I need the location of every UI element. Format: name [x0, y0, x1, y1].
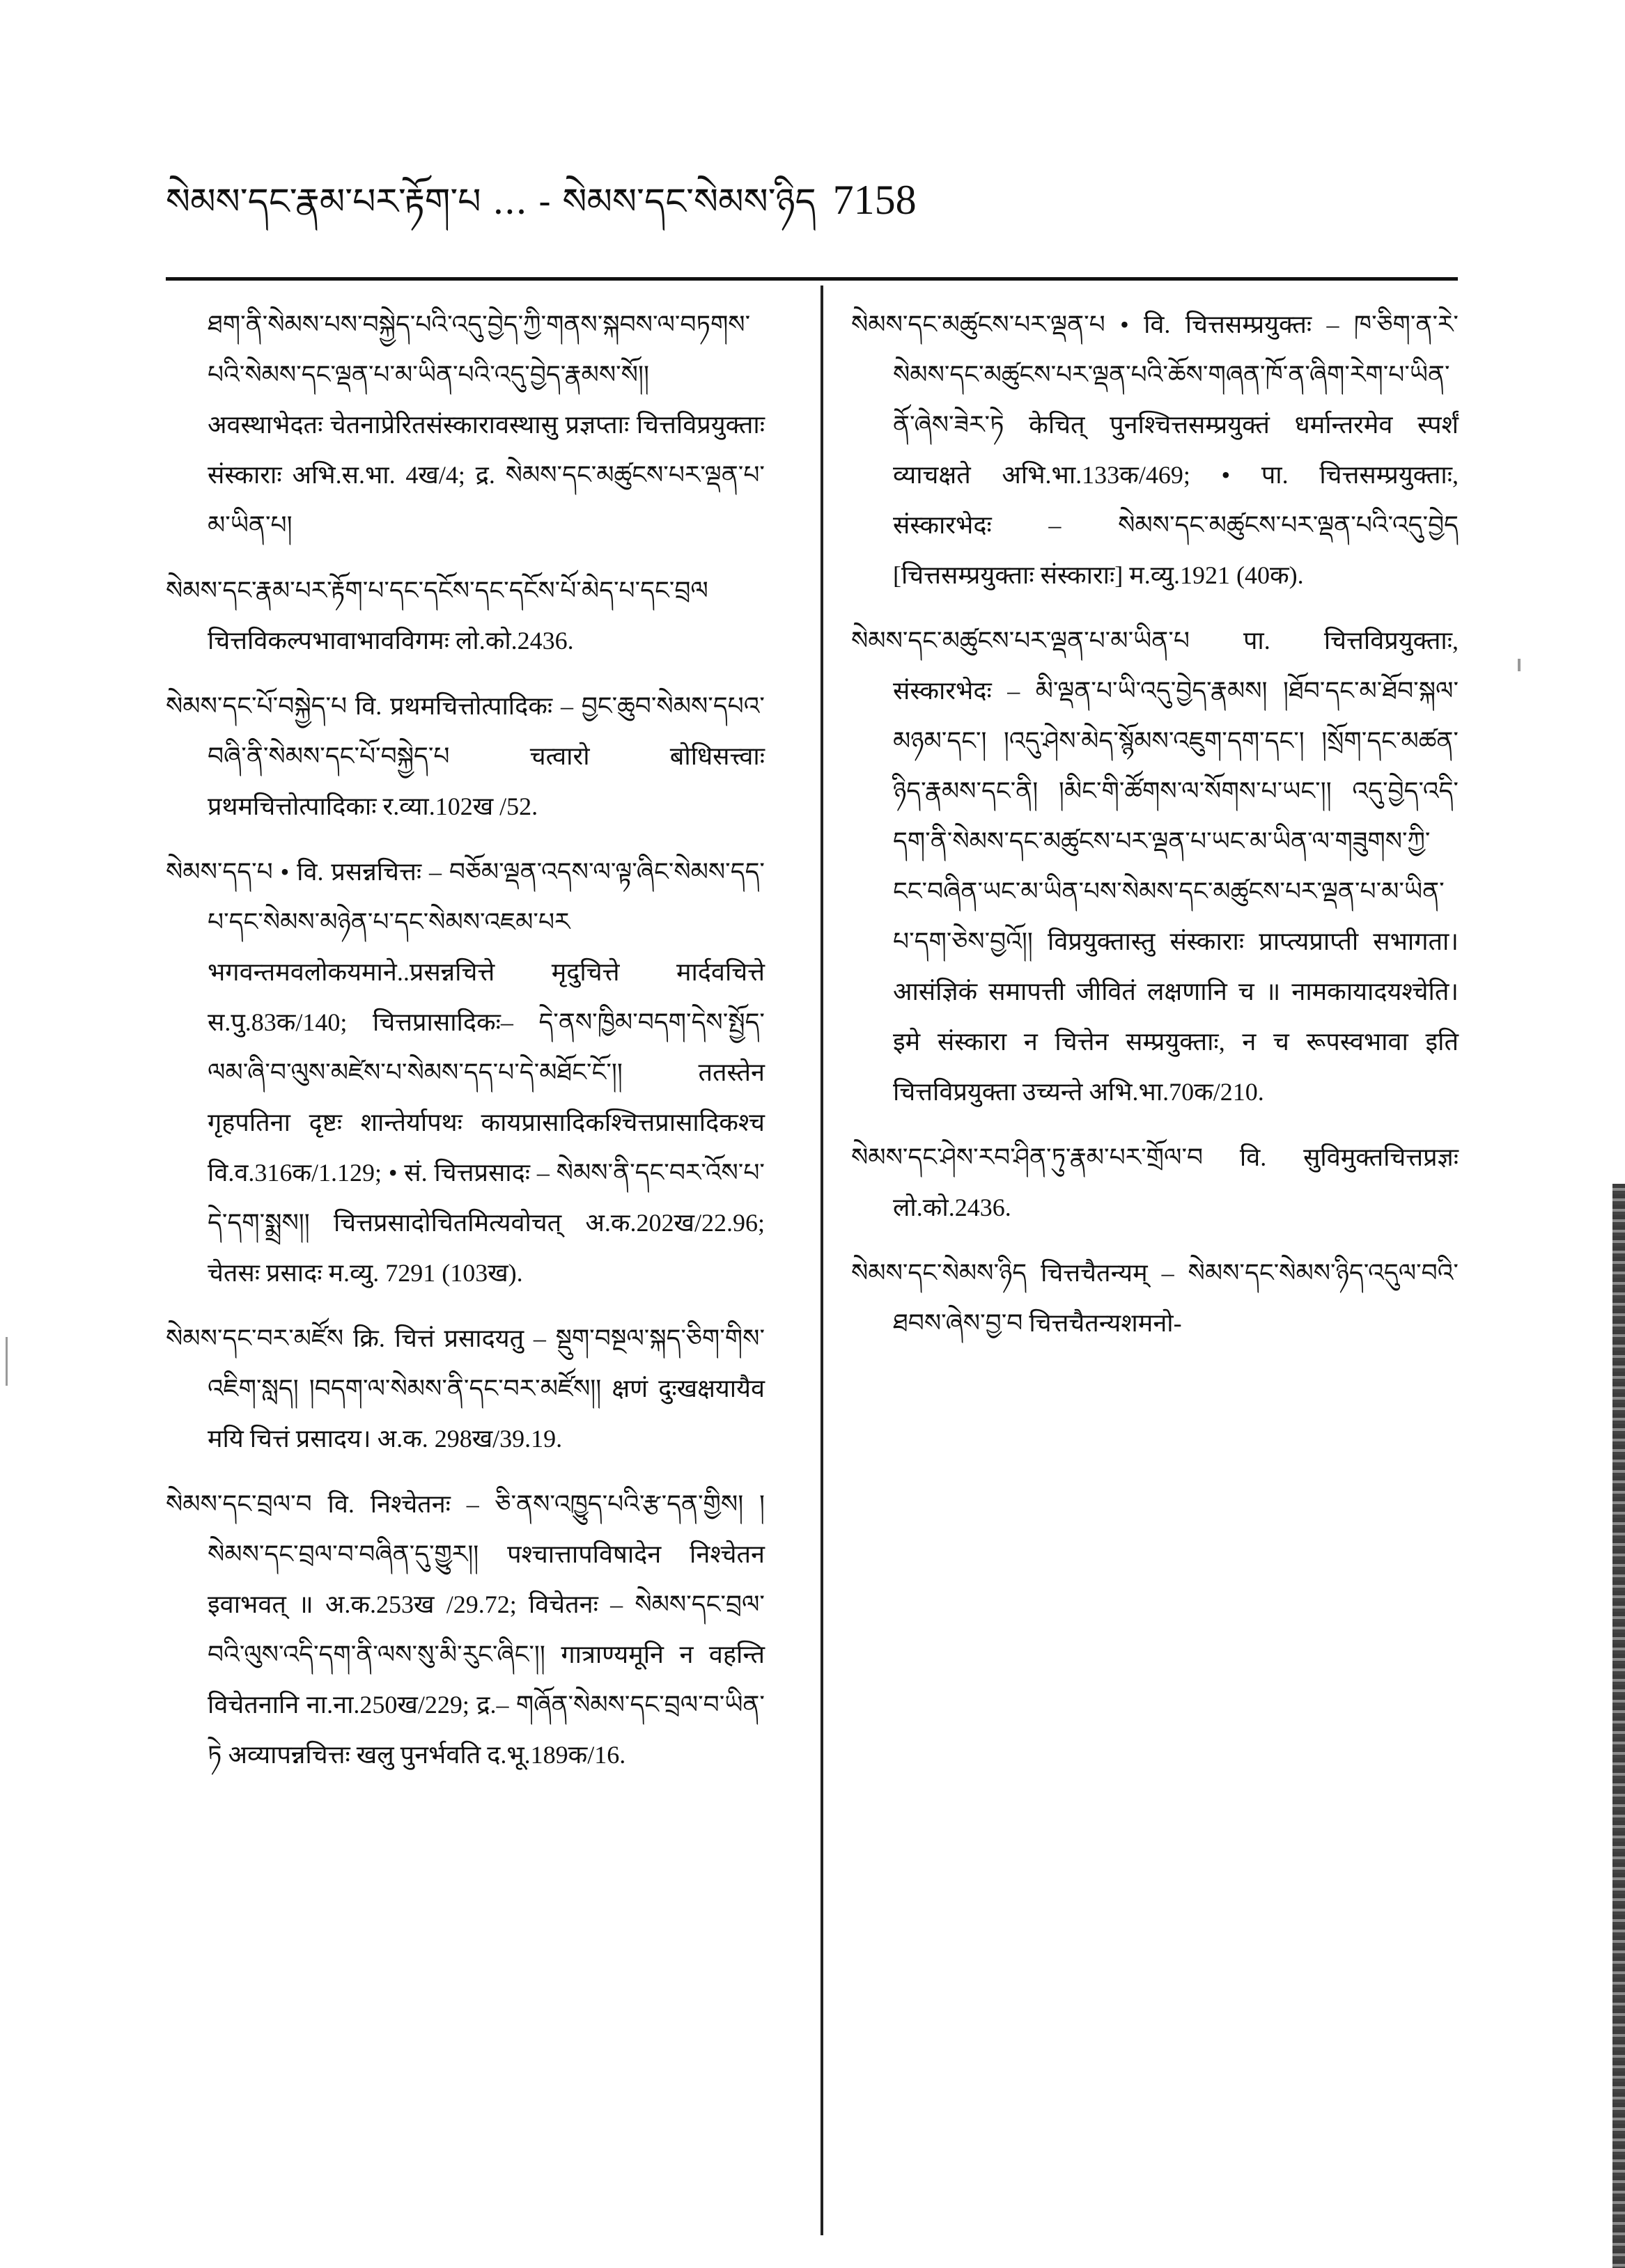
header-rule	[166, 277, 1458, 281]
left-column	[166, 299, 765, 1795]
entry-text: སེམས་དང་པོ་བསྐྱེད་པ वि. प्रथमचित्तोत्पादिकः – བྱང་ཆུབ་སེམས་དཔའ་བཞི་ནི་སེམས་དང་པོ་བསྐྱེད་པ चत्वारो बोधिसत्त्वाः प्रथमचित्तोत्पादिकाः र.व्या.102ख /52.	[166, 692, 765, 820]
entry-text: སེམས་དང་ཤེས་རབ་ཤིན་ཏུ་རྣམ་པར་གྲོལ་བ वि. सुविमुक्तचित्तप्रज्ञः लो.को.2436.	[851, 1143, 1459, 1221]
entry-text: སེམས་དང་བར་མཛོས क्रि. चित्तं प्रसादयतु – སྡུག་བསྔལ་སྐད་ཅིག་གིས་འཇིག་སླད། །བདག་ལ་སེམས་ནི་དང་བར་མཛོས།། क्षणं दुःखक्षयायैव मयि चित्तं प्रसादय। अ.क. 298ख/39.19.	[166, 1324, 765, 1453]
scan-mark	[6, 1337, 8, 1386]
dictionary-entry	[166, 847, 765, 1298]
dictionary-entry	[851, 299, 1459, 600]
entry-text: སེམས་དང་རྣམ་པར་རྟོག་པ་དང་དངོས་དང་དངོས་པོ་མེད་པ་དང་བྲལ चित्तविकल्पभावाभावविगमः लो.को.2436.	[166, 577, 708, 655]
entry-text: སེམས་དང་བྲལ་བ वि. निश्चेतनः – ཅི་ནས་འཁྱུད་པའི་རྩ་དན་གྱིས། །སེམས་དང་བྲལ་བ་བཞིན་དུ་གྱུར།། पश्चात्तापविषादेन निश्चेतन इवाभवत् ॥ अ.क.253ख /29.72; विचेतनः – སེམས་དང་བྲལ་བའི་ལུས་འདི་དག་ནི་ལས་སུ་མི་རུང་ཞིང་།། गात्राण्यमूनि न वहन्ति विचेतनानि ना.ना.250ख/229; द्र.– གཞོན་སེམས་དང་བྲལ་བ་ཡིན་ཏེ अव्यापन्नचित्तः खलु पुनर्भवति द.भू.189क/16.	[166, 1490, 765, 1769]
entry-text: སེམས་དང་མཚུངས་པར་ལྡན་པ་མ་ཡིན་པ पा. चित्तविप्रयुक्ताः, संस्कारभेदः – མི་ལྡན་པ་ཡི་འདུ་བྱེད་རྣམས། །ཐོབ་དང་མ་ཐོབ་སྐལ་མཉམ་དང་། །འདུ་ཤེས་མེད་སྙོམས་འཇུག་དག་དང་། །སྲོག་དང་མཚན་ཉིད་རྣམས་དང་ནི། །མིང་གི་ཚོགས་ལ་སོགས་པ་ཡང་།། འདུ་བྱེད་འདི་དག་ནི་སེམས་དང་མཚུངས་པར་ལྡན་པ་ཡང་མ་ཡིན་ལ་གཟུགས་ཀྱི་ངང་བཞིན་ཡང་མ་ཡིན་པས་སེམས་དང་མཚུངས་པར་ལྡན་པ་མ་ཡིན་པ་དག་ཅེས་བྱའོ།། विप्रयुक्तास्तु संस्काराः प्राप्त्यप्राप्ती सभागता। आसंज्ञिकं समापत्ती जीवितं लक्षणानि च ॥ नामकायादयश्चेति। इमे संस्कारा न चित्तेन सम्प्रयुक्ताः, न च रूपस्वभावा इति चित्तविप्रयुक्ता उच्यन्ते अभि.भा.70क/210.	[851, 627, 1459, 1106]
scan-speck	[1518, 659, 1521, 671]
page-edge-shadow	[1612, 1184, 1625, 2268]
header-title: སེམས་དང་རྣམ་པར་རྟོག་པ ... - སེམས་དང་སེམས་ཉིད	[166, 181, 816, 223]
running-header	[166, 162, 917, 263]
dictionary-entry	[166, 1313, 765, 1464]
dictionary-entry	[166, 681, 765, 831]
entry-text: སེམས་དད་པ • वि. प्रसन्नचित्तः – བཅོམ་ལྡན་འདས་ལ་ལྟ་ཞིང་སེམས་དད་པ་དང་སེམས་མཉེན་པ་དང་སེམས་འཇམ་པར भगवन्तमवलोकयमाने..प्रसन्नचित्ते मृदुचित्ते मार्दवचित्ते स.पु.83क/140; चित्तप्रासादिकः– དེ་ནས་ཁྱིམ་བདག་དེས་སྤྱོད་ལམ་ཞི་བ་ལུས་མཛེས་པ་སེམས་དད་པ་དེ་མཐོང་ངོ་།། ततस्तेन गृहपतिना दृष्टः शान्तेर्यापथः कायप्रासादिकश्चित्तप्रासादिकश्च वि.व.316क/1.129; • सं. चित्तप्रसादः – སེམས་ནི་དང་བར་འོས་པ་དེ་དག་སྨྲས།། चित्तप्रसादोचितमित्यवोचत् अ.क.202ख/22.96; चेतसः प्रसादः म.व्यु. 7291 (103ख).	[166, 858, 765, 1287]
entry-continuation	[166, 299, 765, 550]
entry-text: ཐག་ནི་སེམས་པས་བསྐྱེད་པའི་འདུ་བྱེད་ཀྱི་གནས་སྐབས་ལ་བཏགས་པའི་སེམས་དང་ལྡན་པ་མ་ཡིན་པའི་འདུ་བྱེད་རྣམས་སོ།། अवस्थाभेदतः चेतनाप्रेरितसंस्कारावस्थासु प्रज्ञप्ताः चित्तविप्रयुक्ताः संस्काराः अभि.स.भा. 4ख/4; द्र. སེམས་དང་མཚུངས་པར་ལྡན་པ་མ་ཡིན་པ།	[208, 311, 765, 539]
page-number: 7158	[832, 177, 917, 223]
entry-text: སེམས་དང་སེམས་ཉིད चित्तचैतन्यम् – སེམས་དང་སེམས་ཉིད་འདུལ་བའི་ཐབས་ཞེས་བྱ་བ चित्तचैतन्यशमनो-	[851, 1259, 1459, 1337]
right-column	[851, 299, 1459, 1363]
dictionary-entry	[851, 1248, 1459, 1348]
dictionary-entry	[851, 1132, 1459, 1233]
entry-text: སེམས་དང་མཚུངས་པར་ལྡན་པ • वि. चित्तसम्प्रयुक्तः – ཁ་ཅིག་ན་རེ་སེམས་དང་མཚུངས་པར་ལྡན་པའི་ཆོས་གཞན་ཁོ་ན་ཞིག་རེག་པ་ཡིན་ནོ་ཞེས་ཟེར་ཏེ केचित् पुनश्चित्तसम्प्रयुक्तं धर्मान्तरमेव स्पर्शं व्याचक्षते अभि.भा.133क/469; • पा. चित्तसम्प्रयुक्ताः, संस्कारभेदः – སེམས་དང་མཚུངས་པར་ལྡན་པའི་འདུ་བྱེད [चित्तसम्प्रयुक्ताः संस्काराः] म.व्यु.1921 (40क).	[851, 311, 1459, 589]
dictionary-entry	[166, 1479, 765, 1780]
dictionary-entry	[851, 616, 1459, 1117]
column-divider	[821, 286, 823, 2235]
dictionary-entry	[166, 565, 765, 666]
